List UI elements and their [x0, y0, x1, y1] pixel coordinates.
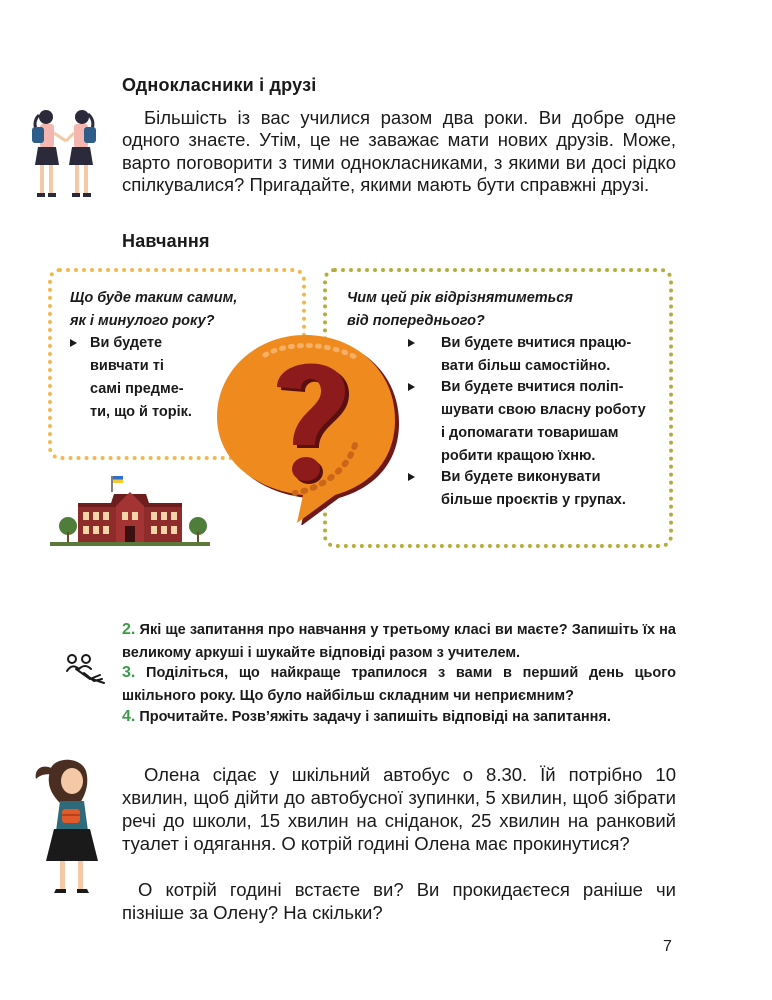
left-box-bullet	[70, 332, 210, 424]
bullet-line: і допомагати товаришам	[441, 425, 619, 441]
task-4: 4. Прочитайте. Розв’яжіть задачу і запишіть відповіді на запитання.	[122, 708, 611, 725]
bullet-line: більше проєктів у групах.	[441, 492, 626, 508]
bullet-line: Ви будете вчитися поліп-	[441, 379, 624, 395]
question-speech-bubble	[205, 325, 405, 525]
bullet-line: робити кращою їхню.	[441, 448, 596, 464]
task-number: 4.	[122, 708, 136, 725]
right-box-bullet-1	[408, 332, 658, 378]
section-heading-learning: Навчання	[122, 231, 210, 251]
bullet-line: Ви будете виконувати	[441, 469, 601, 485]
section-heading-classmates: Однокласники і друзі	[122, 75, 317, 95]
two-schoolgirls-illustration	[22, 105, 104, 205]
girl-with-book-illustration	[32, 757, 114, 895]
right-box-title-line-1: Чим цей рік відрізнятиметься	[347, 290, 573, 306]
task-number: 2.	[122, 621, 136, 638]
bullet-line: ти, що й торік.	[90, 404, 192, 420]
problem-paragraph-1: Олена сідає у шкільний автобус о 8.30. Їй потрібно 10 хвилин, щоб дійти до автобусної зупинки, 5 хвилин, щоб зібрати речі до школи, 15 хвилин на сніданок, 25 хвилин на ранковий туалет і одягання. О котрій годині Олена має прокинутися?	[122, 764, 676, 854]
school-building-illustration	[50, 470, 210, 548]
bullet-line: вати більш самостійно.	[441, 358, 611, 374]
bullet-triangle-icon	[408, 473, 415, 481]
left-box-title-line-2: як і минулого року?	[70, 313, 215, 329]
page-number: 7	[663, 938, 672, 955]
bullet-triangle-icon	[70, 339, 77, 347]
right-box-bullet-3	[408, 466, 658, 512]
left-box-title-line-1: Що буде таким самим,	[70, 290, 238, 306]
task-3: 3. Поділіться, що найкраще трапилося з вами в перший день цього шкільного року. Що було найбільш складним чи неприємним?	[122, 664, 676, 704]
bullet-line: вивчати ті	[90, 358, 164, 374]
bullet-line: самі предме-	[90, 381, 184, 397]
right-box-title-line-2: від попереднього?	[347, 313, 485, 329]
bullet-line: Ви будете	[90, 335, 163, 351]
group-work-icon	[64, 653, 108, 687]
classmates-paragraph: Більшість із вас училися разом два роки. Ви добре одне одного знаєте. Утім, це не заважає мати нових друзів. Може, варто поговорити з тими однокласниками, з якими ви досі рідко спілкувалися? Пригадайте, якими мають бути справжні друзі.	[122, 107, 676, 196]
bullet-line: Ви будете вчитися працю-	[441, 335, 632, 351]
right-box-bullet-2	[408, 376, 658, 468]
bullet-line: шувати свою власну роботу	[441, 402, 646, 418]
problem-paragraph-2: О котрій годині встаєте ви? Ви прокидаєтеся раніше чи пізніше за Олену? На скільки?	[122, 879, 676, 923]
task-number: 3.	[122, 664, 136, 681]
bullet-triangle-icon	[408, 383, 415, 391]
bullet-triangle-icon	[408, 339, 415, 347]
task-2: 2. Які ще запитання про навчання у третьому класі ви маєте? Запишіть їх на великому аркуші і шукайте відповіді разом з учителем.	[122, 621, 676, 661]
